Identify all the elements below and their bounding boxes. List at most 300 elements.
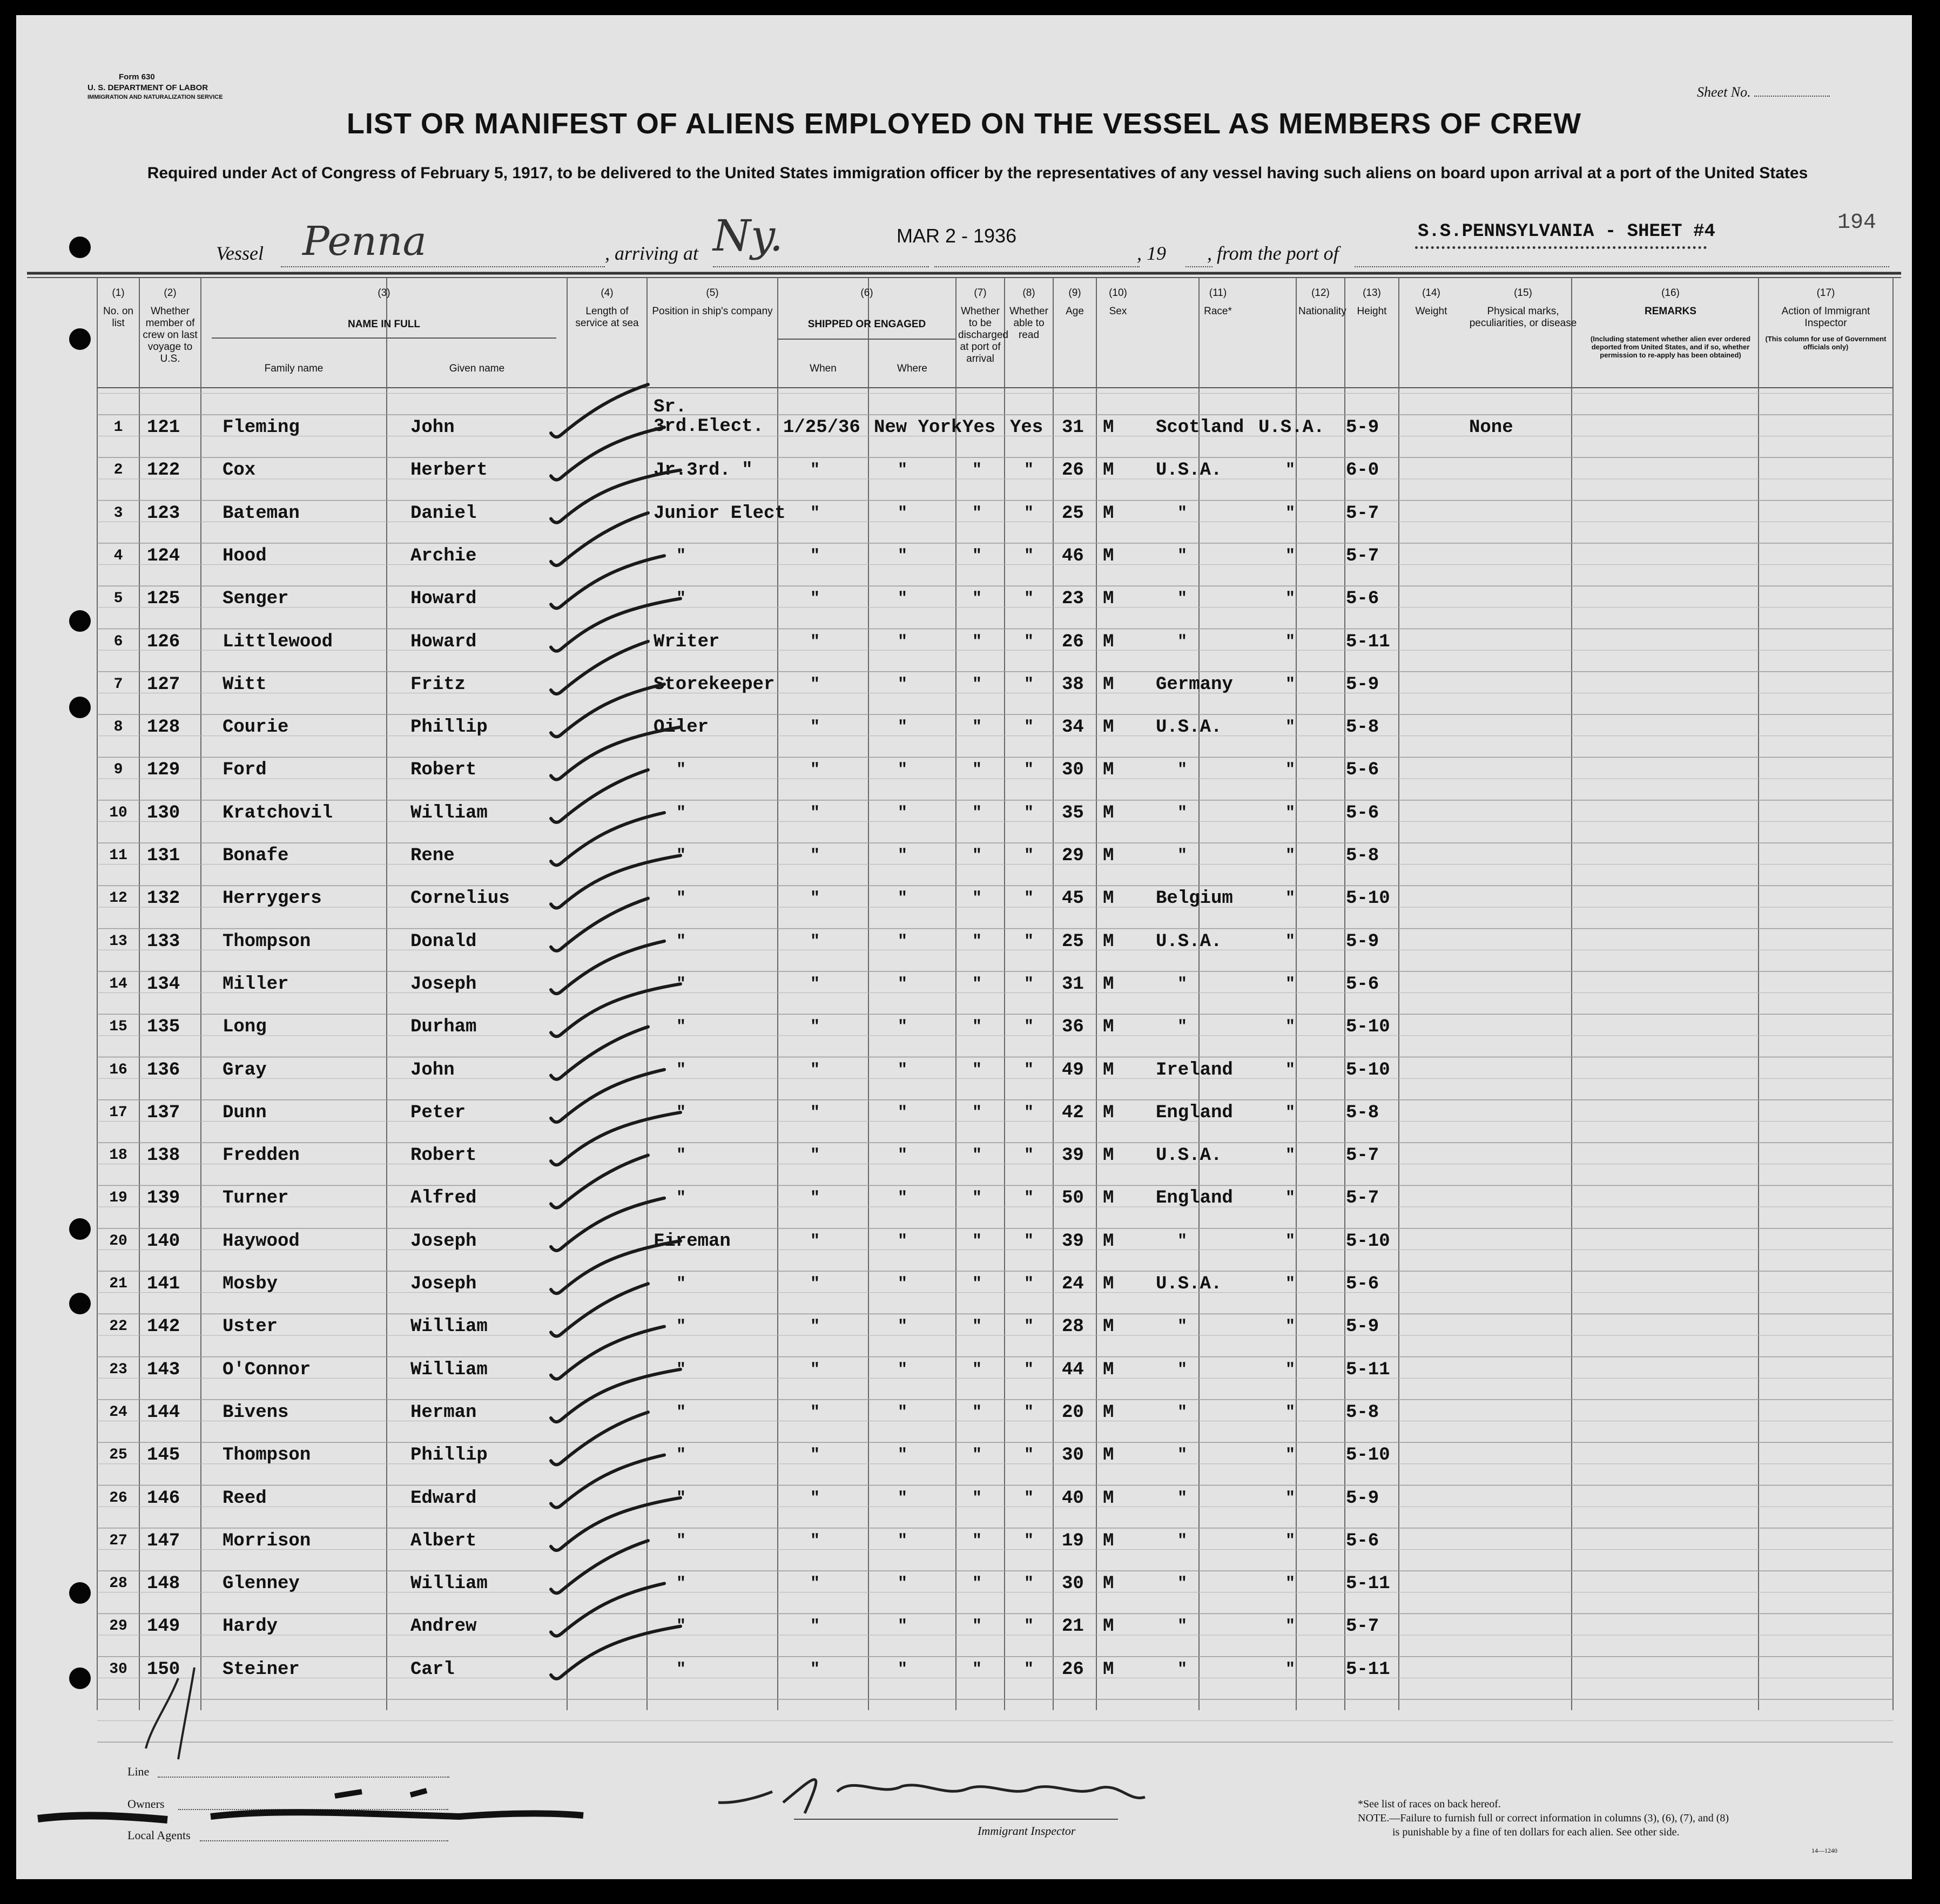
cell-height: 5-8 <box>1346 1402 1379 1423</box>
ditto-mark: " <box>1177 1617 1188 1636</box>
ditto-mark: " <box>1024 1617 1034 1636</box>
cell-given: Edward <box>410 1488 477 1509</box>
cell-crew: 126 <box>147 631 180 652</box>
ditto-mark: " <box>1177 1360 1188 1379</box>
ditto-mark: " <box>1177 761 1188 780</box>
cell-marks: None <box>1469 417 1513 438</box>
date-stamp: MAR 2 - 1936 <box>897 225 1017 247</box>
ditto-mark: " <box>1177 1446 1188 1465</box>
ditto-mark: " <box>972 1403 982 1422</box>
ditto-mark: " <box>972 975 982 994</box>
cell-age: 38 <box>1062 674 1084 695</box>
cell-crew: 121 <box>147 417 180 438</box>
cell-crew: 130 <box>147 802 180 823</box>
ditto-mark: " <box>898 632 908 651</box>
cell-sex: M <box>1103 589 1114 610</box>
cell-race: U.S.A. <box>1156 1145 1222 1166</box>
ditto-mark: " <box>1285 675 1296 694</box>
ditto-mark: " <box>810 675 820 694</box>
cell-no: 24 <box>109 1403 127 1421</box>
cell-no: 4 <box>113 547 123 564</box>
column-sublabel: When <box>810 363 837 374</box>
ditto-mark: " <box>1024 1275 1034 1293</box>
ditto-mark: " <box>898 1403 908 1422</box>
cell-no: 27 <box>109 1532 127 1549</box>
cell-position: Fireman <box>654 1231 731 1252</box>
column-label: Nationality <box>1298 306 1346 317</box>
ditto-mark: " <box>972 1275 982 1293</box>
ditto-mark: " <box>1024 1318 1034 1336</box>
ditto-mark: " <box>1177 1660 1188 1679</box>
column-number: (15) <box>1514 287 1532 299</box>
column-label: Whether member of crew on last voyage to U.S. <box>143 306 198 364</box>
ditto-mark: " <box>1285 1575 1296 1594</box>
ditto-mark: " <box>1024 889 1034 908</box>
ditto-mark: " <box>898 1660 908 1679</box>
column-label: Race* <box>1204 306 1232 317</box>
ditto-mark: " <box>898 1446 908 1465</box>
ditto-mark: " <box>810 1018 820 1037</box>
cell-discharged: Yes <box>962 417 996 438</box>
cell-crew: 131 <box>147 846 180 866</box>
cell-no: 5 <box>113 590 123 607</box>
ditto-mark: " <box>1285 889 1296 908</box>
cell-height: 5-7 <box>1346 503 1379 524</box>
ditto-mark: " <box>972 847 982 865</box>
cell-sex: M <box>1103 1574 1114 1595</box>
cell-no: 15 <box>109 1018 127 1036</box>
ship-sheet: S.S.PENNSYLVANIA - SHEET #4 <box>1418 221 1715 242</box>
cell-no: 8 <box>113 719 123 736</box>
ditto-mark: " <box>676 1189 686 1208</box>
line-underline <box>158 1777 449 1778</box>
cell-age: 26 <box>1062 1659 1084 1680</box>
ditto-mark: " <box>1024 1018 1034 1037</box>
ditto-mark: " <box>810 889 820 908</box>
column-number: (11) <box>1209 287 1227 299</box>
column-number: (6) <box>860 287 873 299</box>
ditto-mark: " <box>810 461 820 480</box>
ditto-mark: " <box>1285 1403 1296 1422</box>
cell-where: New York <box>874 417 962 438</box>
ditto-mark: " <box>810 1232 820 1251</box>
ditto-mark: " <box>1285 1018 1296 1037</box>
ditto-mark: " <box>1024 1575 1034 1594</box>
cell-given: Howard <box>410 631 477 652</box>
cell-age: 44 <box>1062 1359 1084 1380</box>
ditto-mark: " <box>898 1575 908 1594</box>
cell-crew: 145 <box>147 1445 180 1466</box>
cell-no: 7 <box>113 676 123 693</box>
column-number: (8) <box>1022 287 1035 299</box>
ditto-mark: " <box>1285 804 1296 822</box>
ditto-mark: " <box>676 932 686 951</box>
ditto-mark: " <box>1024 975 1034 994</box>
ditto-mark: " <box>972 1617 982 1636</box>
ditto-mark: " <box>898 1146 908 1165</box>
cell-age: 50 <box>1062 1188 1084 1209</box>
ditto-mark: " <box>810 1103 820 1122</box>
cell-crew: 144 <box>147 1402 180 1423</box>
ditto-mark: " <box>972 590 982 609</box>
ditto-mark: " <box>898 1531 908 1550</box>
ditto-mark: " <box>972 632 982 651</box>
cell-given: Rene <box>410 846 455 866</box>
ditto-mark: " <box>898 675 908 694</box>
cell-family: Littlewood <box>223 631 333 652</box>
cell-no: 16 <box>109 1061 127 1078</box>
cell-sex: M <box>1103 1530 1114 1551</box>
ditto-mark: " <box>1285 1318 1296 1336</box>
ditto-mark: " <box>1177 804 1188 822</box>
ditto-mark: " <box>972 1018 982 1037</box>
cell-family: Dunn <box>223 1102 267 1123</box>
cell-family: Fredden <box>223 1145 300 1166</box>
cell-height: 5-7 <box>1346 1616 1379 1637</box>
cell-sex: M <box>1103 931 1114 952</box>
cell-position: Writer <box>654 631 720 652</box>
column-label: Physical marks, peculiarities, or disease <box>1469 306 1577 329</box>
column-number: (4) <box>601 287 614 299</box>
form-number: Form 630 <box>119 72 155 82</box>
cell-age: 19 <box>1062 1530 1084 1551</box>
ditto-mark: " <box>1024 847 1034 865</box>
cell-given: Fritz <box>410 674 466 695</box>
ditto-mark: " <box>1285 1275 1296 1293</box>
cell-age: 28 <box>1062 1316 1084 1338</box>
ditto-mark: " <box>1285 1489 1296 1508</box>
cell-height: 5-9 <box>1346 417 1379 438</box>
ditto-mark: " <box>1177 1232 1188 1251</box>
inspector-underline <box>794 1819 1118 1820</box>
cell-height: 5-11 <box>1346 631 1390 652</box>
cell-crew: 142 <box>147 1316 180 1338</box>
cell-height: 5-6 <box>1346 760 1379 781</box>
cell-no: 25 <box>109 1447 127 1464</box>
ditto-mark: " <box>1024 590 1034 609</box>
year-label: , 19 <box>1137 242 1166 264</box>
cell-given: Daniel <box>410 503 477 524</box>
ditto-mark: " <box>676 761 686 780</box>
column-label: Height <box>1357 306 1387 317</box>
stamp-number: 194 <box>1837 211 1877 235</box>
ditto-mark: " <box>810 1531 820 1550</box>
ditto-mark: " <box>676 847 686 865</box>
column-sublabel: Given name <box>449 363 505 374</box>
cell-height: 5-7 <box>1346 1145 1379 1166</box>
cell-given: Durham <box>410 1017 477 1038</box>
ditto-mark: " <box>1285 1660 1296 1679</box>
ditto-mark: " <box>1177 1575 1188 1594</box>
cell-age: 29 <box>1062 846 1084 866</box>
cell-age: 24 <box>1062 1274 1084 1294</box>
cell-no: 1 <box>113 419 123 436</box>
cell-sex: M <box>1103 631 1114 652</box>
column-label: SHIPPED OR ENGAGED <box>807 319 926 330</box>
cell-no: 20 <box>109 1232 127 1250</box>
ditto-mark: " <box>1024 1061 1034 1079</box>
ditto-mark: " <box>1285 1103 1296 1122</box>
ditto-mark: " <box>810 1318 820 1336</box>
ditto-mark: " <box>810 546 820 565</box>
cell-given: William <box>410 802 488 823</box>
cell-height: 5-7 <box>1346 1188 1379 1209</box>
cell-sex: M <box>1103 1316 1114 1338</box>
ditto-mark: " <box>898 1018 908 1037</box>
cell-family: Hood <box>223 545 267 566</box>
cell-crew: 141 <box>147 1274 180 1294</box>
ditto-mark: " <box>898 1489 908 1508</box>
ditto-mark: " <box>676 590 686 609</box>
cell-sex: M <box>1103 1359 1114 1380</box>
ditto-mark: " <box>972 932 982 951</box>
ditto-mark: " <box>676 546 686 565</box>
cell-age: 23 <box>1062 589 1084 610</box>
cell-given: Joseph <box>410 1231 477 1252</box>
cell-age: 30 <box>1062 760 1084 781</box>
ditto-mark: " <box>1024 1660 1034 1679</box>
ditto-mark: " <box>972 761 982 780</box>
cell-crew: 122 <box>147 460 180 481</box>
ditto-mark: " <box>1285 718 1296 737</box>
agents-label: Local Agents <box>127 1828 191 1842</box>
cell-race: U.S.A. <box>1156 460 1222 481</box>
cell-crew: 148 <box>147 1574 180 1595</box>
cell-crew: 135 <box>147 1017 180 1038</box>
ditto-mark: " <box>676 1575 686 1594</box>
ditto-mark: " <box>898 1232 908 1251</box>
cell-height: 5-7 <box>1346 545 1379 566</box>
cell-no: 21 <box>109 1275 127 1292</box>
cell-crew: 127 <box>147 674 180 695</box>
cell-position: Sr. 3rd.Elect. <box>654 397 764 437</box>
cell-age: 40 <box>1062 1488 1084 1509</box>
cell-crew: 123 <box>147 503 180 524</box>
cell-family: O'Connor <box>223 1359 311 1380</box>
ditto-mark: " <box>898 1617 908 1636</box>
ditto-mark: " <box>1024 1232 1034 1251</box>
ditto-mark: " <box>1177 1531 1188 1550</box>
cell-family: Miller <box>223 974 289 995</box>
column-label: Action of Immigrant Inspector <box>1781 306 1870 329</box>
ditto-mark: " <box>810 1146 820 1165</box>
cell-height: 5-6 <box>1346 974 1379 995</box>
cell-race: U.S.A. <box>1156 931 1222 952</box>
cell-sex: M <box>1103 1274 1114 1294</box>
ditto-mark: " <box>810 1660 820 1679</box>
ditto-mark: " <box>1024 504 1034 523</box>
cell-crew: 143 <box>147 1359 180 1380</box>
column-label: Length of service at sea <box>575 306 639 329</box>
ditto-mark: " <box>1285 546 1296 565</box>
cell-height: 5-11 <box>1346 1659 1390 1680</box>
column-label: NAME IN FULL <box>347 319 421 330</box>
cell-height: 5-6 <box>1346 589 1379 610</box>
cell-height: 5-9 <box>1346 1316 1379 1338</box>
cell-sex: M <box>1103 802 1114 823</box>
cell-family: Steiner <box>223 1659 300 1680</box>
cell-sex: M <box>1103 1445 1114 1466</box>
column-number: (3) <box>378 287 390 299</box>
cell-position: Junior Elect <box>654 503 786 524</box>
ditto-mark: " <box>1024 675 1034 694</box>
cell-given: Robert <box>410 760 477 781</box>
cell-crew: 132 <box>147 888 180 909</box>
cell-no: 12 <box>109 890 127 907</box>
ditto-mark: " <box>972 675 982 694</box>
cell-height: 5-6 <box>1346 1530 1379 1551</box>
cell-no: 6 <box>113 633 123 650</box>
cell-sex: M <box>1103 760 1114 781</box>
ditto-mark: " <box>1177 847 1188 865</box>
cell-crew: 125 <box>147 589 180 610</box>
cell-crew: 133 <box>147 931 180 952</box>
cell-no: 18 <box>109 1147 127 1164</box>
cell-family: Haywood <box>223 1231 300 1252</box>
cell-race: Scotland <box>1156 417 1244 438</box>
sheet-no-label: Sheet No. <box>1697 84 1830 100</box>
ditto-mark: " <box>1285 847 1296 865</box>
column-number: (2) <box>164 287 177 299</box>
ditto-mark: " <box>1024 461 1034 480</box>
cell-given: Howard <box>410 589 477 610</box>
cell-race: Germany <box>1156 674 1233 695</box>
cell-family: Gray <box>223 1059 267 1081</box>
ditto-mark: " <box>898 889 908 908</box>
ditto-mark: " <box>898 1061 908 1079</box>
ditto-mark: " <box>810 504 820 523</box>
cell-family: Glenney <box>223 1574 300 1595</box>
column-label: Age <box>1066 306 1084 317</box>
cell-family: Thompson <box>223 931 311 952</box>
races-note: *See list of races on back hereof. <box>1358 1798 1501 1810</box>
ditto-mark: " <box>898 718 908 737</box>
cell-age: 39 <box>1062 1145 1084 1166</box>
cell-no: 30 <box>109 1660 127 1678</box>
column-number: (7) <box>974 287 987 299</box>
cell-position: Storekeeper <box>654 674 775 695</box>
cell-sex: M <box>1103 1488 1114 1509</box>
agents-underline <box>200 1840 448 1841</box>
ditto-mark: " <box>1285 932 1296 951</box>
cell-sex: M <box>1103 417 1114 438</box>
ditto-mark: " <box>1177 504 1188 523</box>
cell-family: Senger <box>223 589 289 610</box>
ditto-mark: " <box>972 804 982 822</box>
cell-given: Herbert <box>410 460 488 481</box>
cell-no: 17 <box>109 1104 127 1121</box>
cell-height: 5-8 <box>1346 1102 1379 1123</box>
ditto-mark: " <box>1177 1318 1188 1336</box>
cell-given: William <box>410 1316 488 1338</box>
ditto-mark: " <box>676 1360 686 1379</box>
cell-crew: 134 <box>147 974 180 995</box>
ditto-mark: " <box>1177 1403 1188 1422</box>
ditto-mark: " <box>810 1189 820 1208</box>
cell-height: 5-9 <box>1346 1488 1379 1509</box>
cell-sex: M <box>1103 1616 1114 1637</box>
cell-age: 26 <box>1062 631 1084 652</box>
note-line2: is punishable by a fine of ten dollars for each alien. See other side. <box>1392 1826 1680 1838</box>
cell-given: William <box>410 1574 488 1595</box>
ditto-mark: " <box>1024 1531 1034 1550</box>
ditto-mark: " <box>1024 546 1034 565</box>
page-subtitle: Required under Act of Congress of February 5, 1917, to be delivered to the United States immigration officer by the representatives of any vessel having such aliens on board upon arrival at a port of the United States <box>147 164 1808 182</box>
cell-family: Ford <box>223 760 267 781</box>
cell-height: 5-11 <box>1346 1574 1390 1595</box>
column-note: (This column for use of Government officials only) <box>1765 335 1887 351</box>
ditto-mark: " <box>810 847 820 865</box>
cell-given: John <box>410 417 455 438</box>
cell-read: Yes <box>1010 417 1043 438</box>
ditto-mark: " <box>810 1489 820 1508</box>
ditto-mark: " <box>1285 1061 1296 1079</box>
ditto-mark: " <box>898 761 908 780</box>
ditto-mark: " <box>972 546 982 565</box>
ditto-mark: " <box>1285 1617 1296 1636</box>
cell-no: 2 <box>113 462 123 479</box>
cell-height: 5-9 <box>1346 931 1379 952</box>
ditto-mark: " <box>898 932 908 951</box>
cell-family: Uster <box>223 1316 278 1338</box>
cell-age: 49 <box>1062 1059 1084 1081</box>
ditto-mark: " <box>1024 1360 1034 1379</box>
column-label: No. on list <box>103 306 133 329</box>
cell-position: Jr.3rd. " <box>654 460 753 481</box>
cell-given: Cornelius <box>410 888 510 909</box>
cell-crew: 140 <box>147 1231 180 1252</box>
cell-sex: M <box>1103 1402 1114 1423</box>
ditto-mark: " <box>972 1446 982 1465</box>
cell-sex: M <box>1103 846 1114 866</box>
cell-age: 36 <box>1062 1017 1084 1038</box>
ditto-mark: " <box>1024 1103 1034 1122</box>
ditto-mark: " <box>1285 504 1296 523</box>
ditto-mark: " <box>676 1531 686 1550</box>
ditto-mark: " <box>972 504 982 523</box>
ditto-mark: " <box>1177 975 1188 994</box>
ditto-mark: " <box>898 804 908 822</box>
ditto-mark: " <box>1285 975 1296 994</box>
cell-height: 6-0 <box>1346 460 1379 481</box>
ditto-mark: " <box>810 1575 820 1594</box>
cell-no: 22 <box>109 1318 127 1335</box>
arriving-value: Ny. <box>713 211 783 261</box>
cell-age: 34 <box>1062 717 1084 738</box>
cell-given: Joseph <box>410 974 477 995</box>
cell-crew: 124 <box>147 545 180 566</box>
cell-sex: M <box>1103 888 1114 909</box>
cell-sex: M <box>1103 1188 1114 1209</box>
cell-crew: 146 <box>147 1488 180 1509</box>
cell-family: Cox <box>223 460 256 481</box>
cell-family: Mosby <box>223 1274 278 1294</box>
ditto-mark: " <box>810 1446 820 1465</box>
cell-given: Andrew <box>410 1616 477 1637</box>
inspector-label: Immigrant Inspector <box>978 1824 1076 1838</box>
cell-family: Bonafe <box>223 846 289 866</box>
ditto-mark: " <box>898 546 908 565</box>
ditto-mark: " <box>972 1575 982 1594</box>
ditto-mark: " <box>898 461 908 480</box>
ditto-mark: " <box>810 804 820 822</box>
ditto-mark: " <box>676 1103 686 1122</box>
ditto-mark: " <box>972 889 982 908</box>
cell-height: 5-6 <box>1346 802 1379 823</box>
cell-family: Herrygers <box>223 888 322 909</box>
cell-family: Kratchovil <box>223 802 333 823</box>
column-number: (9) <box>1068 287 1081 299</box>
